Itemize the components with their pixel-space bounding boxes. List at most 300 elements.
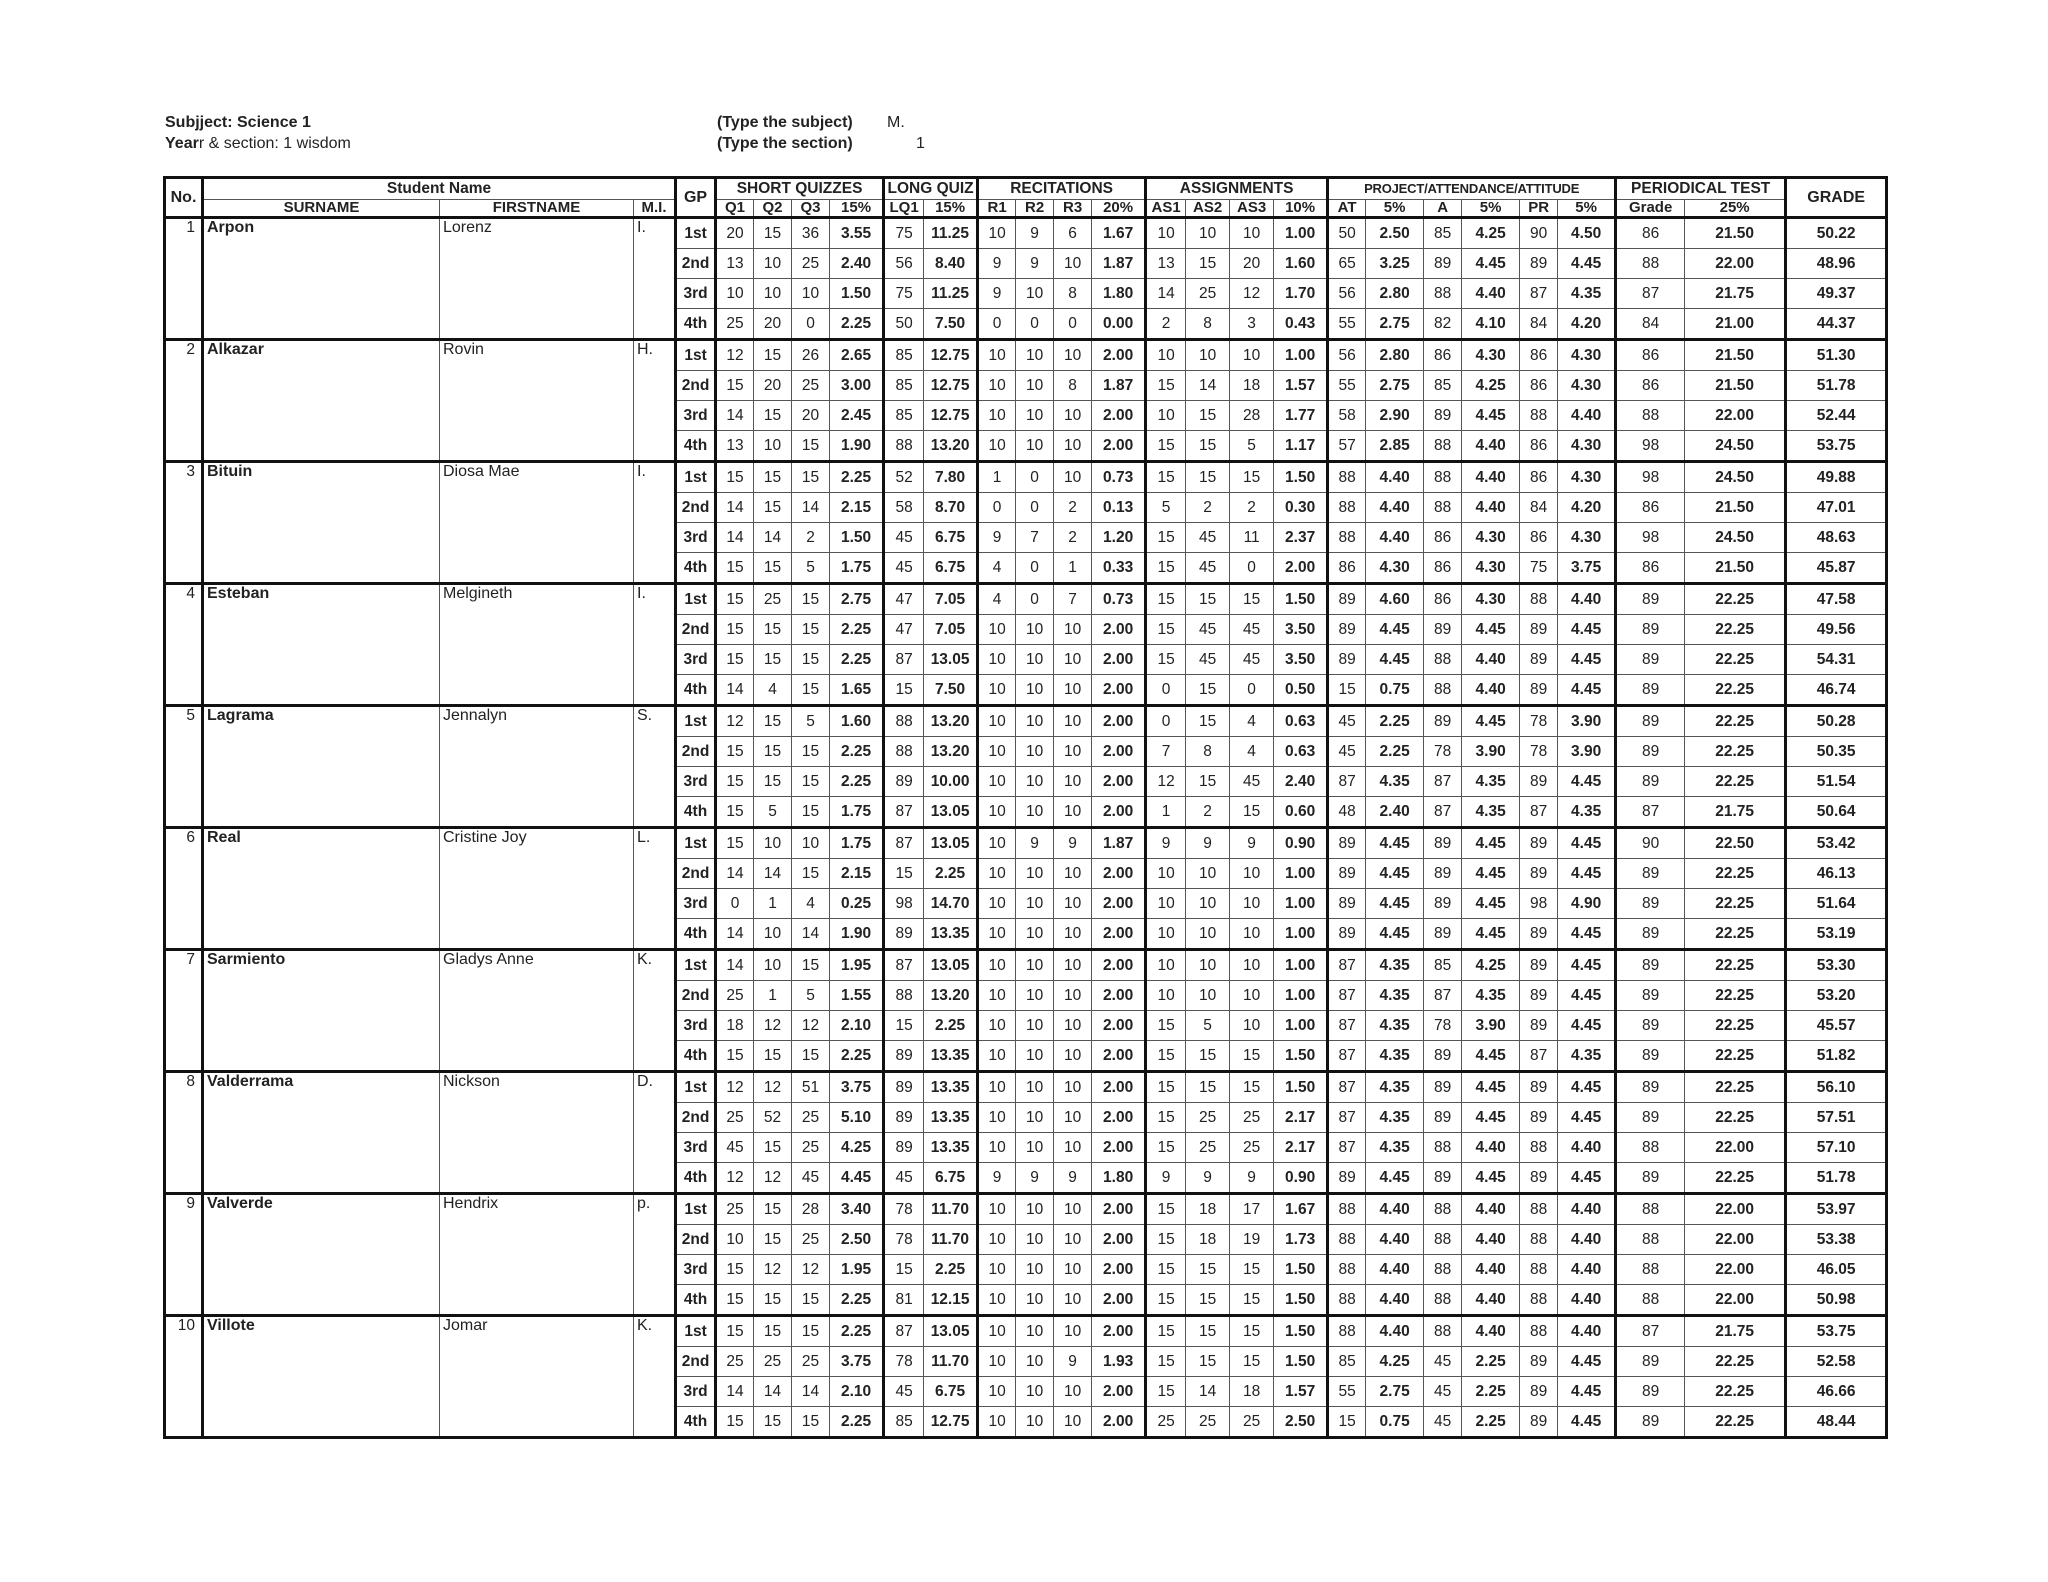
student-mi: H. [634,340,676,462]
grade-cell: 53.97 [1786,1194,1887,1225]
score-cell: 2.00 [1092,981,1146,1011]
score-cell: 15 [716,615,754,645]
score-cell: 89 [1424,615,1462,645]
score-cell: 6.75 [924,1377,978,1407]
grade-cell: 46.05 [1786,1255,1887,1285]
col-sub: AS3 [1230,200,1274,218]
score-cell: 22.25 [1685,615,1786,645]
score-cell: 89 [1616,615,1685,645]
score-cell: 10 [978,615,1016,645]
score-cell: 25 [716,309,754,340]
score-cell: 10 [1186,919,1230,950]
score-cell: 4.40 [1366,493,1424,523]
score-cell: 10 [978,919,1016,950]
score-cell: 15 [1146,462,1186,493]
score-cell: 2.50 [1274,1407,1328,1438]
score-cell: 88 [1328,493,1366,523]
score-cell: 88 [1424,1225,1462,1255]
score-cell: 1 [1054,553,1092,584]
score-cell: 4.30 [1558,462,1616,493]
score-cell: 2.00 [1092,1255,1146,1285]
score-cell: 4.45 [1366,615,1424,645]
score-cell: 10 [1186,340,1230,371]
table-row [165,584,1887,615]
score-cell: 88 [1424,1285,1462,1316]
score-cell: 89 [1424,706,1462,737]
score-cell: 89 [1616,584,1685,615]
score-cell: 15 [1186,1255,1230,1285]
score-cell: 87 [884,950,924,981]
score-cell: 25 [792,1225,830,1255]
score-cell: 86 [1424,340,1462,371]
grade-cell: 50.35 [1786,737,1887,767]
score-cell: 21.75 [1685,797,1786,828]
col-sub: 5% [1558,200,1616,218]
score-cell: 14 [792,919,830,950]
score-cell: 13.05 [924,950,978,981]
score-cell: 10 [1016,950,1054,981]
grading-period-cell: 2nd [676,615,716,645]
score-cell: 20 [716,218,754,249]
grading-period-cell: 2nd [676,1103,716,1133]
score-cell: 8 [1054,279,1092,309]
score-cell: 10 [1054,797,1092,828]
score-cell: 15 [716,371,754,401]
score-cell: 14.70 [924,889,978,919]
score-cell: 15 [1230,1072,1274,1103]
score-cell: 22.25 [1685,1103,1786,1133]
score-cell: 10 [1054,249,1092,279]
score-cell: 13 [716,249,754,279]
score-cell: 2.15 [830,493,884,523]
score-cell: 25 [792,1133,830,1163]
score-cell: 89 [1616,859,1685,889]
score-cell: 10 [1054,1377,1092,1407]
score-cell: 88 [1328,1316,1366,1347]
score-cell: 1.65 [830,675,884,706]
score-cell: 22.25 [1685,584,1786,615]
score-cell: 10 [978,218,1016,249]
score-cell: 10 [1186,950,1230,981]
score-cell: 10 [1230,981,1274,1011]
score-cell: 58 [884,493,924,523]
score-cell: 15 [1146,615,1186,645]
score-cell: 9 [1054,828,1092,859]
score-cell: 3.55 [830,218,884,249]
score-cell: 89 [1520,1377,1558,1407]
score-cell: 4 [792,889,830,919]
student-surname: Sarmiento [203,950,440,1072]
score-cell: 12 [792,1255,830,1285]
col-sub: AS2 [1186,200,1230,218]
score-cell: 2.25 [924,1255,978,1285]
score-cell: 10 [1230,859,1274,889]
score-cell: 4.30 [1558,340,1616,371]
score-cell: 25 [792,371,830,401]
grading-period-cell: 3rd [676,1255,716,1285]
student-mi: D. [634,1072,676,1194]
score-cell: 0.63 [1274,737,1328,767]
score-cell: 10 [754,828,792,859]
score-cell: 87 [884,1316,924,1347]
score-cell: 87 [1520,1041,1558,1072]
score-cell: 25 [1146,1407,1186,1438]
score-cell: 15 [1186,1072,1230,1103]
score-cell: 15 [1186,1316,1230,1347]
score-cell: 0 [1016,584,1054,615]
grading-period-cell: 4th [676,1285,716,1316]
score-cell: 12.75 [924,340,978,371]
grade-cell: 51.30 [1786,340,1887,371]
score-cell: 1.87 [1092,371,1146,401]
score-cell: 10 [1016,645,1054,675]
score-cell: 2.00 [1092,675,1146,706]
score-cell: 2.65 [830,340,884,371]
score-cell: 0 [1230,553,1274,584]
score-cell: 22.25 [1685,1407,1786,1438]
score-cell: 14 [716,919,754,950]
score-cell: 4.35 [1462,797,1520,828]
score-cell: 22.25 [1685,675,1786,706]
score-cell: 4.25 [830,1133,884,1163]
score-cell: 88 [1424,431,1462,462]
student-mi: L. [634,828,676,950]
score-cell: 1.87 [1092,828,1146,859]
grade-cell: 50.64 [1786,797,1887,828]
score-cell: 90 [1616,828,1685,859]
score-cell: 4.45 [1558,1011,1616,1041]
score-cell: 89 [1616,1347,1685,1377]
score-cell: 48 [1328,797,1366,828]
score-cell: 4.50 [1558,218,1616,249]
grading-period-cell: 4th [676,919,716,950]
score-cell: 87 [1616,1316,1685,1347]
type-section-value: 1 [916,135,925,152]
score-cell: 7.80 [924,462,978,493]
score-cell: 1.00 [1274,950,1328,981]
score-cell: 1.60 [1274,249,1328,279]
score-cell: 21.50 [1685,371,1786,401]
grading-period-cell: 2nd [676,1347,716,1377]
grading-period-cell: 1st [676,1072,716,1103]
score-cell: 1.73 [1274,1225,1328,1255]
score-cell: 4 [1230,706,1274,737]
subject-label: Subjject: Science 1 [165,114,311,131]
score-cell: 78 [1520,737,1558,767]
col-gp: GP [676,178,716,218]
score-cell: 89 [1520,1072,1558,1103]
score-cell: 75 [884,279,924,309]
score-cell: 11 [1230,523,1274,553]
score-cell: 10 [1146,401,1186,431]
score-cell: 86 [1520,523,1558,553]
score-cell: 15 [884,859,924,889]
score-cell: 45 [1230,645,1274,675]
col-sub: LQ1 [884,200,924,218]
score-cell: 89 [1520,1163,1558,1194]
score-cell: 2.00 [1092,1103,1146,1133]
score-cell: 45 [1230,615,1274,645]
grading-period-cell: 4th [676,1041,716,1072]
grade-cell: 53.20 [1786,981,1887,1011]
score-cell: 3.90 [1462,737,1520,767]
score-cell: 88 [1424,675,1462,706]
score-cell: 10 [1054,706,1092,737]
col-short-quizzes: SHORT QUIZZES [716,178,884,200]
score-cell: 22.00 [1685,1133,1786,1163]
score-cell: 89 [884,1072,924,1103]
score-cell: 1.67 [1092,218,1146,249]
score-cell: 4.20 [1558,493,1616,523]
score-cell: 89 [1520,828,1558,859]
score-cell: 89 [884,1103,924,1133]
score-cell: 88 [1616,1133,1685,1163]
score-cell: 0.63 [1274,706,1328,737]
score-cell: 78 [884,1194,924,1225]
grade-cell: 53.30 [1786,950,1887,981]
score-cell: 12 [792,1011,830,1041]
grade-cell: 54.31 [1786,645,1887,675]
score-cell: 15 [792,645,830,675]
score-cell: 21.50 [1685,340,1786,371]
score-cell: 12 [716,340,754,371]
score-cell: 12 [716,706,754,737]
grade-cell: 50.28 [1786,706,1887,737]
score-cell: 4.45 [1462,249,1520,279]
score-cell: 15 [1230,1347,1274,1377]
score-cell: 1.55 [830,981,884,1011]
score-cell: 2.25 [830,615,884,645]
score-cell: 22.25 [1685,1163,1786,1194]
score-cell: 15 [754,1285,792,1316]
score-cell: 11.70 [924,1194,978,1225]
score-cell: 15 [754,1316,792,1347]
score-cell: 89 [1520,767,1558,797]
score-cell: 89 [1328,919,1366,950]
score-cell: 4.45 [1558,1103,1616,1133]
score-cell: 10 [1054,889,1092,919]
score-cell: 88 [1520,1255,1558,1285]
score-cell: 89 [1616,645,1685,675]
score-cell: 1.50 [1274,584,1328,615]
score-cell: 5.10 [830,1103,884,1133]
score-cell: 86 [1616,218,1685,249]
grading-period-cell: 4th [676,1407,716,1438]
score-cell: 10 [1016,1194,1054,1225]
score-cell: 10.00 [924,767,978,797]
score-cell: 89 [1328,615,1366,645]
score-cell: 4.40 [1462,493,1520,523]
score-cell: 10 [1054,615,1092,645]
score-cell: 89 [1424,1163,1462,1194]
score-cell: 2.25 [1366,737,1424,767]
type-section-hint: (Type the section) [717,135,853,152]
score-cell: 1 [1146,797,1186,828]
score-cell: 15 [792,767,830,797]
student-surname: Lagrama [203,706,440,828]
score-cell: 87 [1328,1103,1366,1133]
score-cell: 10 [1054,1407,1092,1438]
score-cell: 89 [1616,889,1685,919]
grade-cell: 45.87 [1786,553,1887,584]
score-cell: 25 [792,1347,830,1377]
grade-cell: 51.54 [1786,767,1887,797]
score-cell: 0 [1146,675,1186,706]
score-cell: 3.90 [1462,1011,1520,1041]
score-cell: 2.25 [830,309,884,340]
score-cell: 98 [884,889,924,919]
score-cell: 89 [1616,981,1685,1011]
score-cell: 10 [978,340,1016,371]
score-cell: 1.67 [1274,1194,1328,1225]
score-cell: 22.25 [1685,737,1786,767]
score-cell: 3.40 [830,1194,884,1225]
score-cell: 14 [716,859,754,889]
score-cell: 1.00 [1274,919,1328,950]
score-cell: 4.35 [1366,1133,1424,1163]
score-cell: 2.00 [1092,431,1146,462]
col-sub: R1 [978,200,1016,218]
score-cell: 15 [1186,706,1230,737]
score-cell: 10 [978,706,1016,737]
grading-period-cell: 1st [676,584,716,615]
score-cell: 4.40 [1558,584,1616,615]
score-cell: 4.45 [1558,767,1616,797]
score-cell: 15 [1186,767,1230,797]
score-cell: 12 [754,1011,792,1041]
score-cell: 10 [1054,919,1092,950]
score-cell: 87 [1424,797,1462,828]
score-cell: 98 [1616,431,1685,462]
score-cell: 15 [754,340,792,371]
score-cell: 10 [978,1255,1016,1285]
score-cell: 2.15 [830,859,884,889]
score-cell: 9 [978,249,1016,279]
score-cell: 22.25 [1685,1041,1786,1072]
score-cell: 2 [1054,523,1092,553]
score-cell: 20 [754,371,792,401]
score-cell: 87 [1328,1011,1366,1041]
score-cell: 8.40 [924,249,978,279]
score-cell: 10 [978,950,1016,981]
grade-body [165,218,1887,1438]
score-cell: 25 [754,1347,792,1377]
score-cell: 89 [1616,1103,1685,1133]
grading-period-cell: 1st [676,218,716,249]
score-cell: 10 [1186,859,1230,889]
table-row [165,706,1887,737]
score-cell: 89 [1616,1163,1685,1194]
grade-cell: 51.78 [1786,1163,1887,1194]
score-cell: 4.40 [1462,1316,1520,1347]
score-cell: 10 [1016,1285,1054,1316]
score-cell: 25 [1186,1407,1230,1438]
score-cell: 57 [1328,431,1366,462]
score-cell: 89 [1616,767,1685,797]
grading-period-cell: 2nd [676,859,716,889]
col-recitations: RECITATIONS [978,178,1146,200]
table-row [165,218,1887,249]
score-cell: 15 [792,950,830,981]
score-cell: 4.40 [1462,1285,1520,1316]
score-cell: 4.45 [1366,859,1424,889]
score-cell: 4.40 [1462,645,1520,675]
score-cell: 1.95 [830,1255,884,1285]
grade-cell: 51.78 [1786,371,1887,401]
score-cell: 13.35 [924,1072,978,1103]
score-cell: 22.00 [1685,1285,1786,1316]
score-cell: 75 [884,218,924,249]
score-cell: 87 [884,828,924,859]
score-cell: 10 [978,1377,1016,1407]
score-cell: 10 [1016,1407,1054,1438]
student-surname: Villote [203,1316,440,1438]
score-cell: 4.45 [1558,919,1616,950]
score-cell: 21.75 [1685,279,1786,309]
score-cell: 10 [1016,1316,1054,1347]
score-cell: 7 [1016,523,1054,553]
student-surname: Valverde [203,1194,440,1316]
score-cell: 22.25 [1685,859,1786,889]
score-cell: 1.95 [830,950,884,981]
score-cell: 15 [754,737,792,767]
score-cell: 10 [1016,371,1054,401]
score-cell: 15 [716,462,754,493]
score-cell: 4.40 [1462,1194,1520,1225]
score-cell: 4.45 [1558,1163,1616,1194]
score-cell: 84 [1520,309,1558,340]
score-cell: 1.50 [1274,462,1328,493]
score-cell: 17 [1230,1194,1274,1225]
score-cell: 11.25 [924,218,978,249]
score-cell: 0.90 [1274,828,1328,859]
score-cell: 10 [978,1133,1016,1163]
score-cell: 58 [1328,401,1366,431]
score-cell: 5 [792,706,830,737]
score-cell: 4 [978,553,1016,584]
score-cell: 88 [1520,584,1558,615]
score-cell: 86 [1616,493,1685,523]
score-cell: 89 [1328,889,1366,919]
score-cell: 15 [792,462,830,493]
score-cell: 0.60 [1274,797,1328,828]
score-cell: 89 [1328,859,1366,889]
score-cell: 15 [1230,1041,1274,1072]
score-cell: 14 [716,950,754,981]
score-cell: 9 [1146,1163,1186,1194]
score-cell: 85 [884,340,924,371]
score-cell: 2 [1230,493,1274,523]
score-cell: 45 [1424,1407,1462,1438]
score-cell: 15 [754,401,792,431]
score-cell: 25 [1230,1103,1274,1133]
score-cell: 15 [1186,1041,1230,1072]
score-cell: 15 [1186,401,1230,431]
score-cell: 12 [754,1072,792,1103]
score-cell: 89 [1520,1011,1558,1041]
score-cell: 4.35 [1558,797,1616,828]
score-cell: 4.45 [1366,828,1424,859]
score-cell: 12 [716,1072,754,1103]
score-cell: 89 [1520,615,1558,645]
grade-cell: 53.75 [1786,431,1887,462]
score-cell: 86 [1616,371,1685,401]
score-cell: 15 [792,1407,830,1438]
score-cell: 15 [1146,1133,1186,1163]
score-cell: 1.50 [830,523,884,553]
score-cell: 21.50 [1685,493,1786,523]
score-cell: 86 [1520,371,1558,401]
